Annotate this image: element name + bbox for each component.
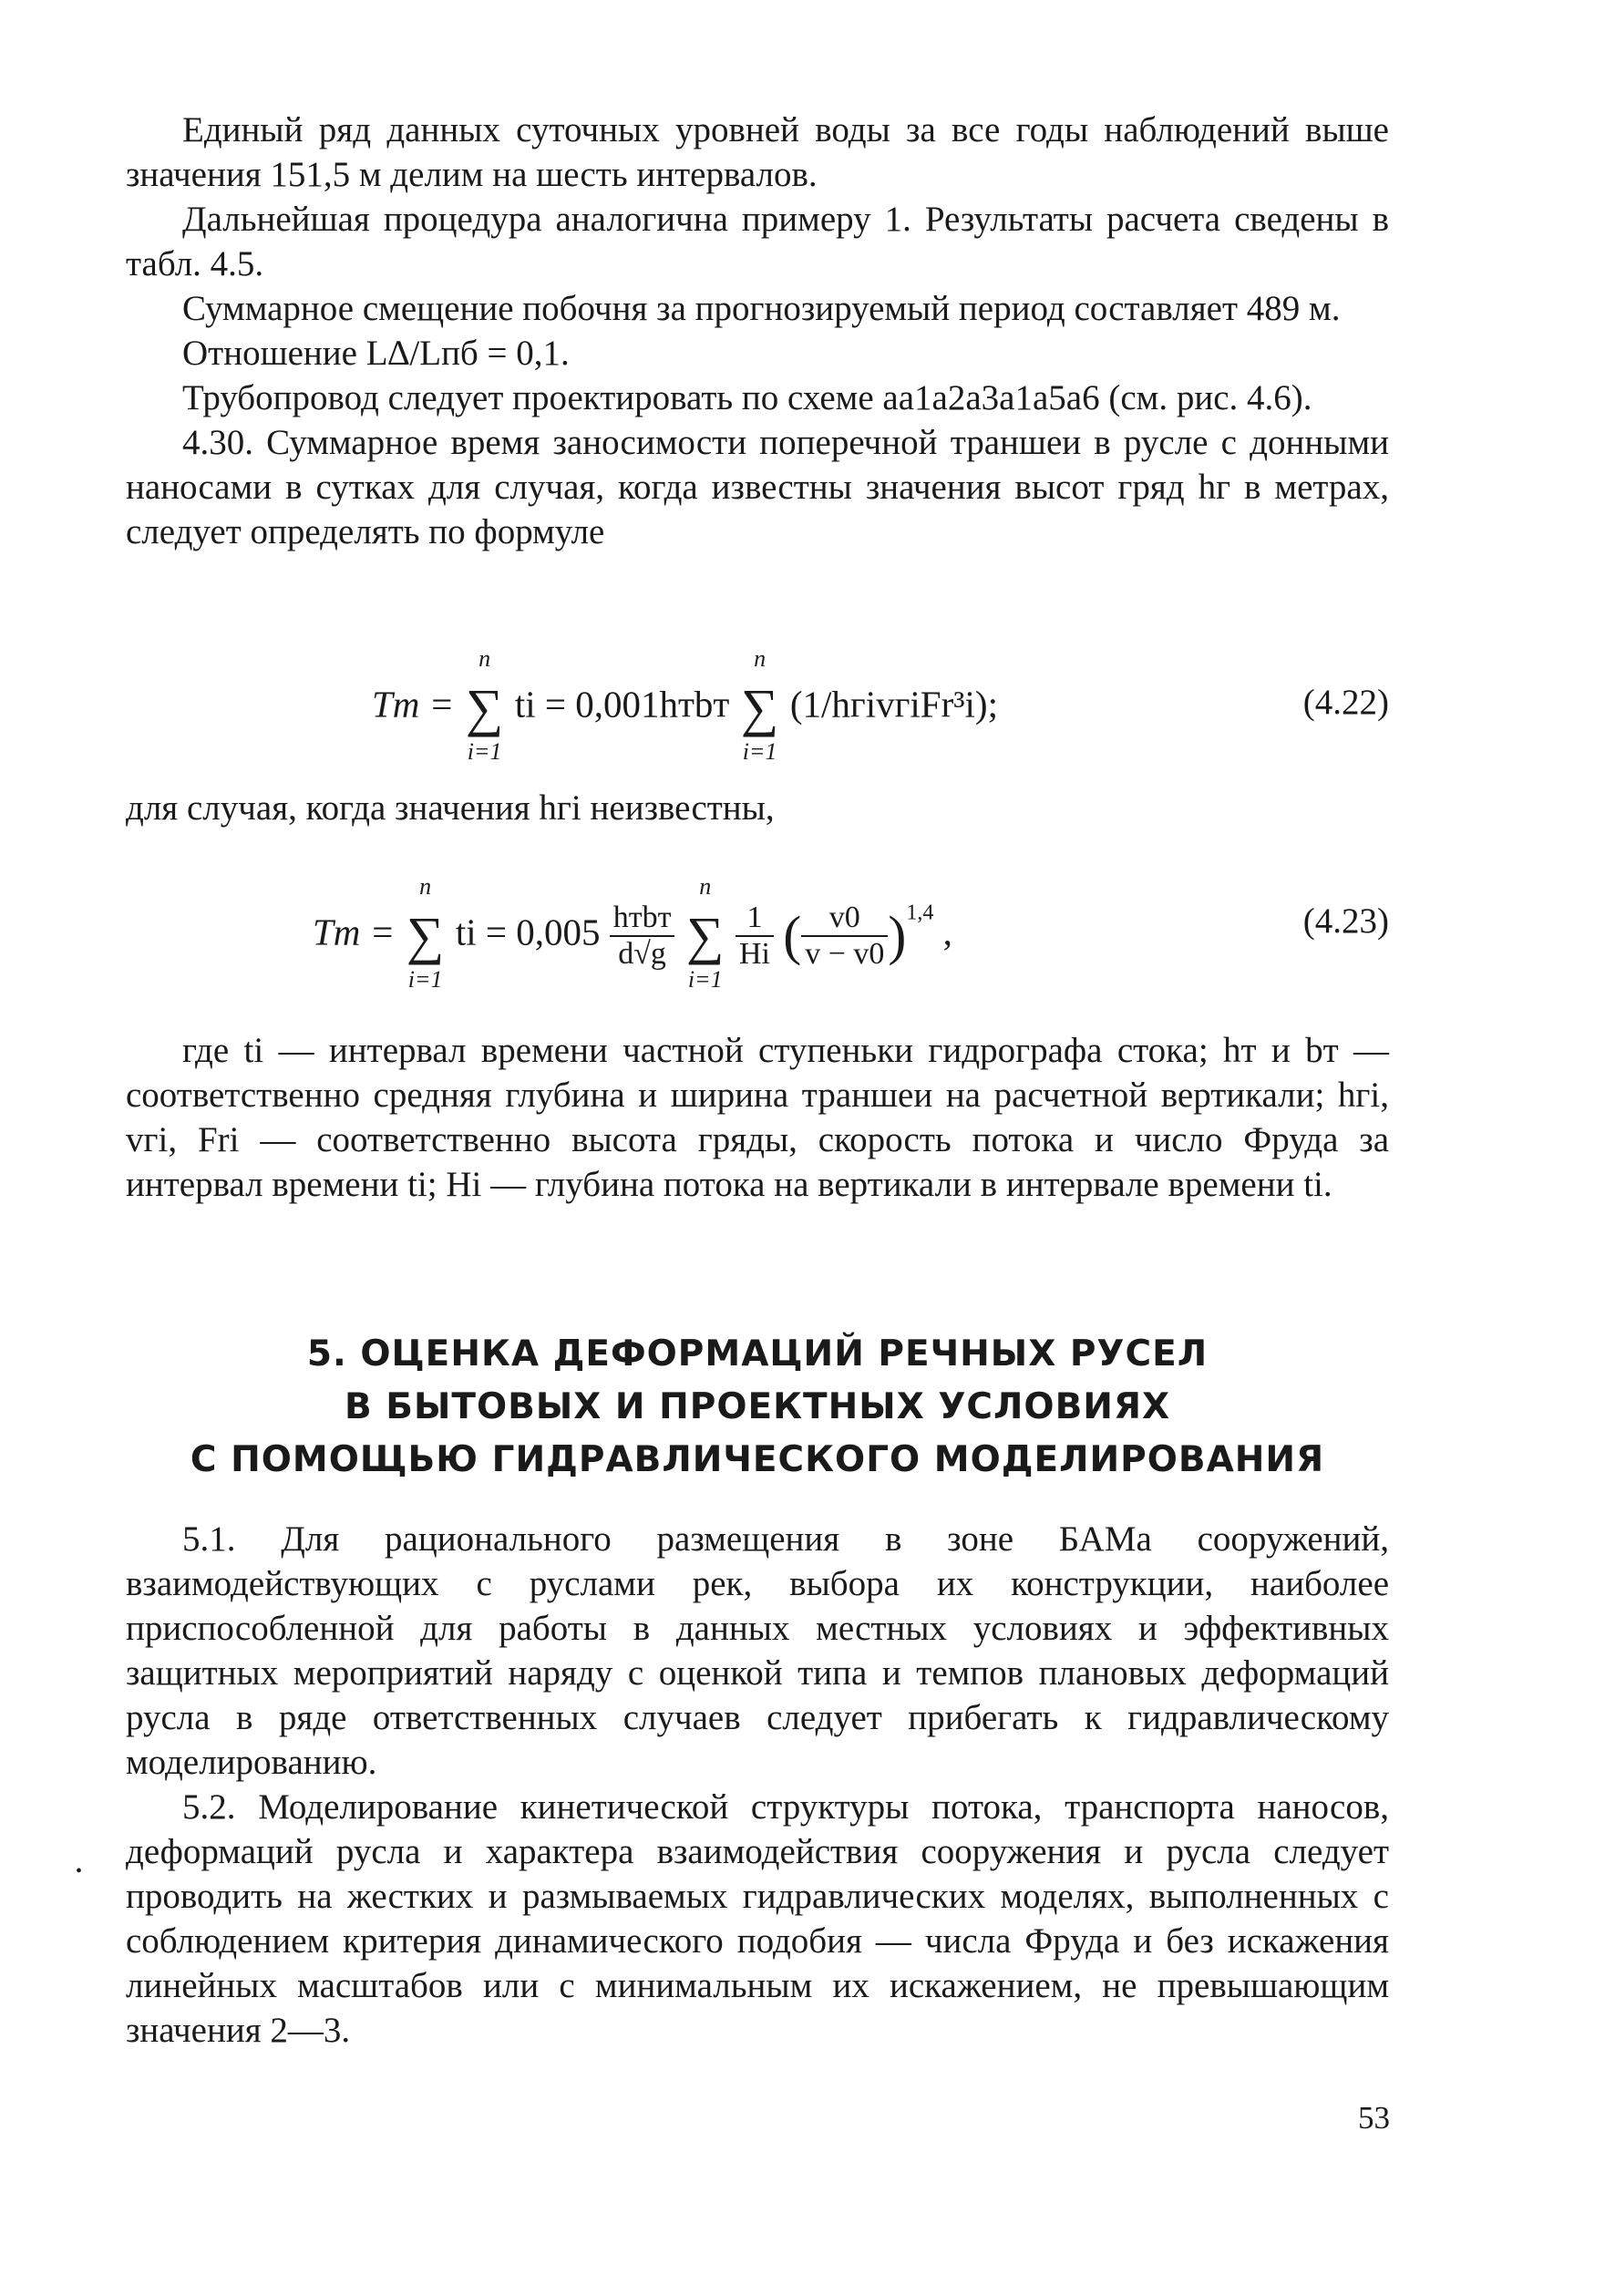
fraction-numerator: hтbт — [610, 901, 675, 937]
fraction-denominator: d√g — [618, 937, 666, 971]
top-text-block — [126, 108, 1389, 554]
sum-lower-limit: i=1 — [467, 738, 502, 765]
fraction-h-b-over-d-sqrt-g — [610, 901, 675, 972]
fraction-numerator: v0 — [801, 901, 888, 937]
sum-symbol: n ∑ i=1 — [464, 682, 506, 735]
formula2-tail: , — [942, 911, 952, 953]
sum-symbol: n ∑ i=1 — [405, 910, 447, 963]
equation-number-4-23: (4.23) — [1302, 901, 1389, 941]
fraction-denominator: v − v0 — [805, 937, 885, 971]
formula-4-22 — [126, 645, 1389, 765]
sum-symbol: n ∑ i=1 — [739, 682, 781, 735]
formula1-lhs: Tт = — [372, 683, 455, 726]
sum-upper-limit: n — [419, 873, 432, 900]
fraction-one-over-h — [736, 901, 774, 972]
section-heading — [126, 1328, 1389, 1487]
formula2-middle: ti = 0,005 — [455, 911, 601, 953]
margin-dot: • — [76, 1861, 83, 1881]
sum-upper-limit: n — [478, 645, 491, 672]
formula2-lhs: Tт = — [313, 911, 396, 953]
heading-line-2: В БЫТОВЫХ И ПРОЕКТНЫХ УСЛОВИЯХ — [344, 1386, 1171, 1427]
paragraph-total-shift: Суммарное смещение побочня за прогнозируемый период составляет 489 м. — [182, 289, 1341, 328]
equation-number-4-22: (4.22) — [1302, 683, 1389, 722]
sum-lower-limit: i=1 — [742, 738, 777, 765]
formula1-middle: ti = 0,001hтbт — [514, 683, 730, 726]
formula1-rhs: (1/hгivгiFr³i); — [789, 683, 998, 726]
paragraph-ratio: Отношение L∆/Lпб = 0,1. — [182, 334, 570, 373]
paragraph-variable-legend: где ti — интервал времени частной ступеньки гидрографа стока; hт и bт — соответственно средняя глубина и ширина траншеи на расчетной вертикали; hгi, vгi, Fri — соответственно высота гряды, скорость потока и число Фруда за интервал времени ti; Hi — глубина потока на вертикали в интервале времени ti. — [126, 1031, 1389, 1204]
legend-block — [126, 1028, 1389, 1207]
between-text — [126, 786, 1389, 830]
formula-4-23: Tт = n ∑ i=1 ti = 0,005 $\frac{\text{hтbт}}{d√g}$ n ∑ i=1 $\frac{1}{Hi}$ ( $\frac{v0}{v - v0}$ )$^{1,4}$ , (4.23) — [313, 873, 1389, 993]
paragraph-5-1: 5.1. Для рационального размещения в зоне БАМа сооружений, взаимодействующих с руслами рек, выбора их конструкции, наиболее приспособленной для работы в данных местных условиях и эффективных защитных мероприятий наряду с оценкой типа и темпов плановых деформаций русла в ряде ответственных случаев следует прибегать к гидравлическому моделированию. — [126, 1519, 1389, 1782]
heading-line-3: С ПОМОЩЬЮ ГИДРАВЛИЧЕСКОГО МОДЕЛИРОВАНИЯ — [190, 1439, 1325, 1480]
page-number: 53 — [1358, 2100, 1390, 2136]
heading-line-1: 5. ОЦЕНКА ДЕФОРМАЦИЙ РЕЧНЫХ РУСЕЛ — [306, 1333, 1209, 1375]
sum-symbol: n ∑ i=1 — [684, 910, 726, 963]
fraction-velocity-ratio — [801, 901, 888, 972]
paragraph-procedure: Дальнейшая процедура аналогична примеру 1. Результаты расчета сведены в табл. 4.5. — [126, 200, 1389, 283]
paragraph-4-30: 4.30. Суммарное время заносимости поперечной траншеи в русле с донными наносами в сутках для случая, когда известны значения высот гряд hг в метрах, следует определять по формуле — [126, 423, 1389, 551]
paragraph-data-series: Единый ряд данных суточных уровней воды за все годы наблюдений выше значения 151,5 м делим на шесть интервалов. — [126, 110, 1389, 194]
exponent: 1,4 — [906, 901, 934, 925]
paragraph-pipeline-scheme: Трубопровод следует проектировать по схеме aa1a2a3a1a5a6 (см. рис. 4.6). — [182, 378, 1312, 417]
paragraph-5-2: 5.2. Моделирование кинетической структуры потока, транспорта наносов, деформаций русла и характера взаимодействия сооружения и русла следует проводить на жестких и размываемых гидравлических моделях, выполненных с соблюдением критерия динамического подобия — числа Фруда и без искажения линейных масштабов или с минимальным их искажением, не превышающим значения 2—3. — [126, 1787, 1389, 2050]
sum-upper-limit: n — [754, 645, 766, 672]
sum-lower-limit: i=1 — [687, 966, 723, 993]
bottom-text-block — [126, 1517, 1389, 2053]
paragraph-unknown-case: для случая, когда значения hгi неизвестны, — [126, 788, 775, 828]
fraction-numerator: 1 — [736, 901, 774, 937]
sum-lower-limit: i=1 — [407, 966, 443, 993]
fraction-denominator: Hi — [738, 937, 770, 971]
sum-upper-limit: n — [699, 873, 712, 900]
